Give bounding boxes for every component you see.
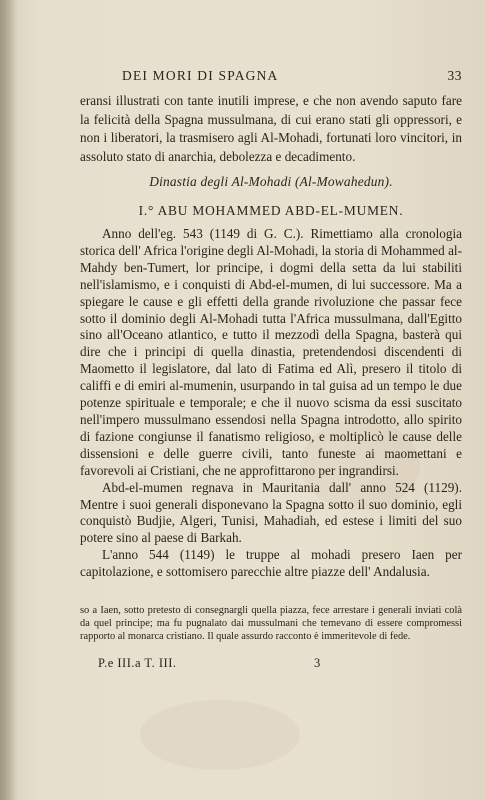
signature-mark: 3 bbox=[314, 656, 321, 670]
running-title: DEI MORI DI SPAGNA bbox=[122, 68, 279, 83]
footnote bbox=[80, 604, 462, 644]
running-head bbox=[80, 68, 462, 86]
dynasty-title: Dinastia degli Al-Mohadi (Al-Mowahedun). bbox=[149, 174, 393, 189]
body-paragraph: Abd-el-mumen regnava in Mauritania dall' anno 524 (1129). Mentre i suoi generali disponevano la Spagna sotto il suo dominio, egli conquistò Budjie, Algeri, Tunisi, Mahadiah, ed estese i limiti del suo potere sino al paese di Barkah. bbox=[80, 479, 462, 546]
intro-text: eransi illustrati con tante inutili imprese, e che non avendo saputo fare la felicità della Spagna mussulmana, di cui erano stati gli oppressori, e non i liberatori, la trasmisero agli Al-Mohadi, fortunati loro vincitori, in assoluto stato di anarchia, debolezza e decadimento. bbox=[80, 93, 462, 164]
page-footer bbox=[80, 656, 462, 672]
body-paragraph: L'anno 544 (1149) le truppe al mohadi presero Iaen per capitolazione, e sottomisero parecchie altre piazze dell' Andalusia. bbox=[80, 547, 462, 580]
body-text bbox=[80, 226, 462, 581]
intro-paragraph bbox=[80, 92, 462, 166]
page-number: 33 bbox=[447, 68, 462, 83]
gutter-shadow bbox=[0, 0, 18, 800]
paper-stain bbox=[140, 700, 300, 770]
printer-mark: P.e III.a T. III. bbox=[98, 656, 177, 670]
footnote-text: so a Iaen, sotto pretesto di consegnargli quella piazza, fece arrestare i generali inviati colà da quel principe; ma fu pugnalato dai mussulmani che temevano di essere compromessi rapporto al monarca cristiano. Il quale assurdo racconto è immeritevole di fede. bbox=[80, 605, 462, 643]
body-paragraph: Anno dell'eg. 543 (1149 di G. C.). Rimettiamo alla cronologia storica dell' Africa l'origine degli Al-Mohadi, la storia di Mohammed al-Mahdy ben-Tumert, lor principe, i dogmi della setta da lui stabiliti nell'islamismo, e i conquisti di Abd-el-mumen, di lui successore. Ma a spiegare le cause e gli effetti della grande rivoluzione che passar fece sotto il dominio degli Al-Mohadi tutta l'Africa mussulmana, dall'Egitto sino all'Oceano atlantico, e tutto il mezzodì della Spagna, basterà qui dire che i principi di quella dinastia, pretendendosi discendenti di Maometto il legislatore, dal lato di Fatima ed Alì, presero il titolo di califfi e di emiri al-mumenin, usurpando in tal guisa ad un tempo le due potenze spirituale e temporale; e che il nuovo scisma da essi suscitato nell'impero mussulmano essendosi nella Spagna introdotto, allo spirito di fazione congiunse il fanatismo religioso, e moltiplicò le cause delle dissensioni e delle guerre civili, tanto funeste ai maomettani e favorevoli ai Cristiani, che ne approfittarono per ingrandirsi. bbox=[80, 226, 462, 478]
section-heading: I.° ABU MOHAMMED ABD-EL-MUMEN. bbox=[138, 203, 404, 218]
